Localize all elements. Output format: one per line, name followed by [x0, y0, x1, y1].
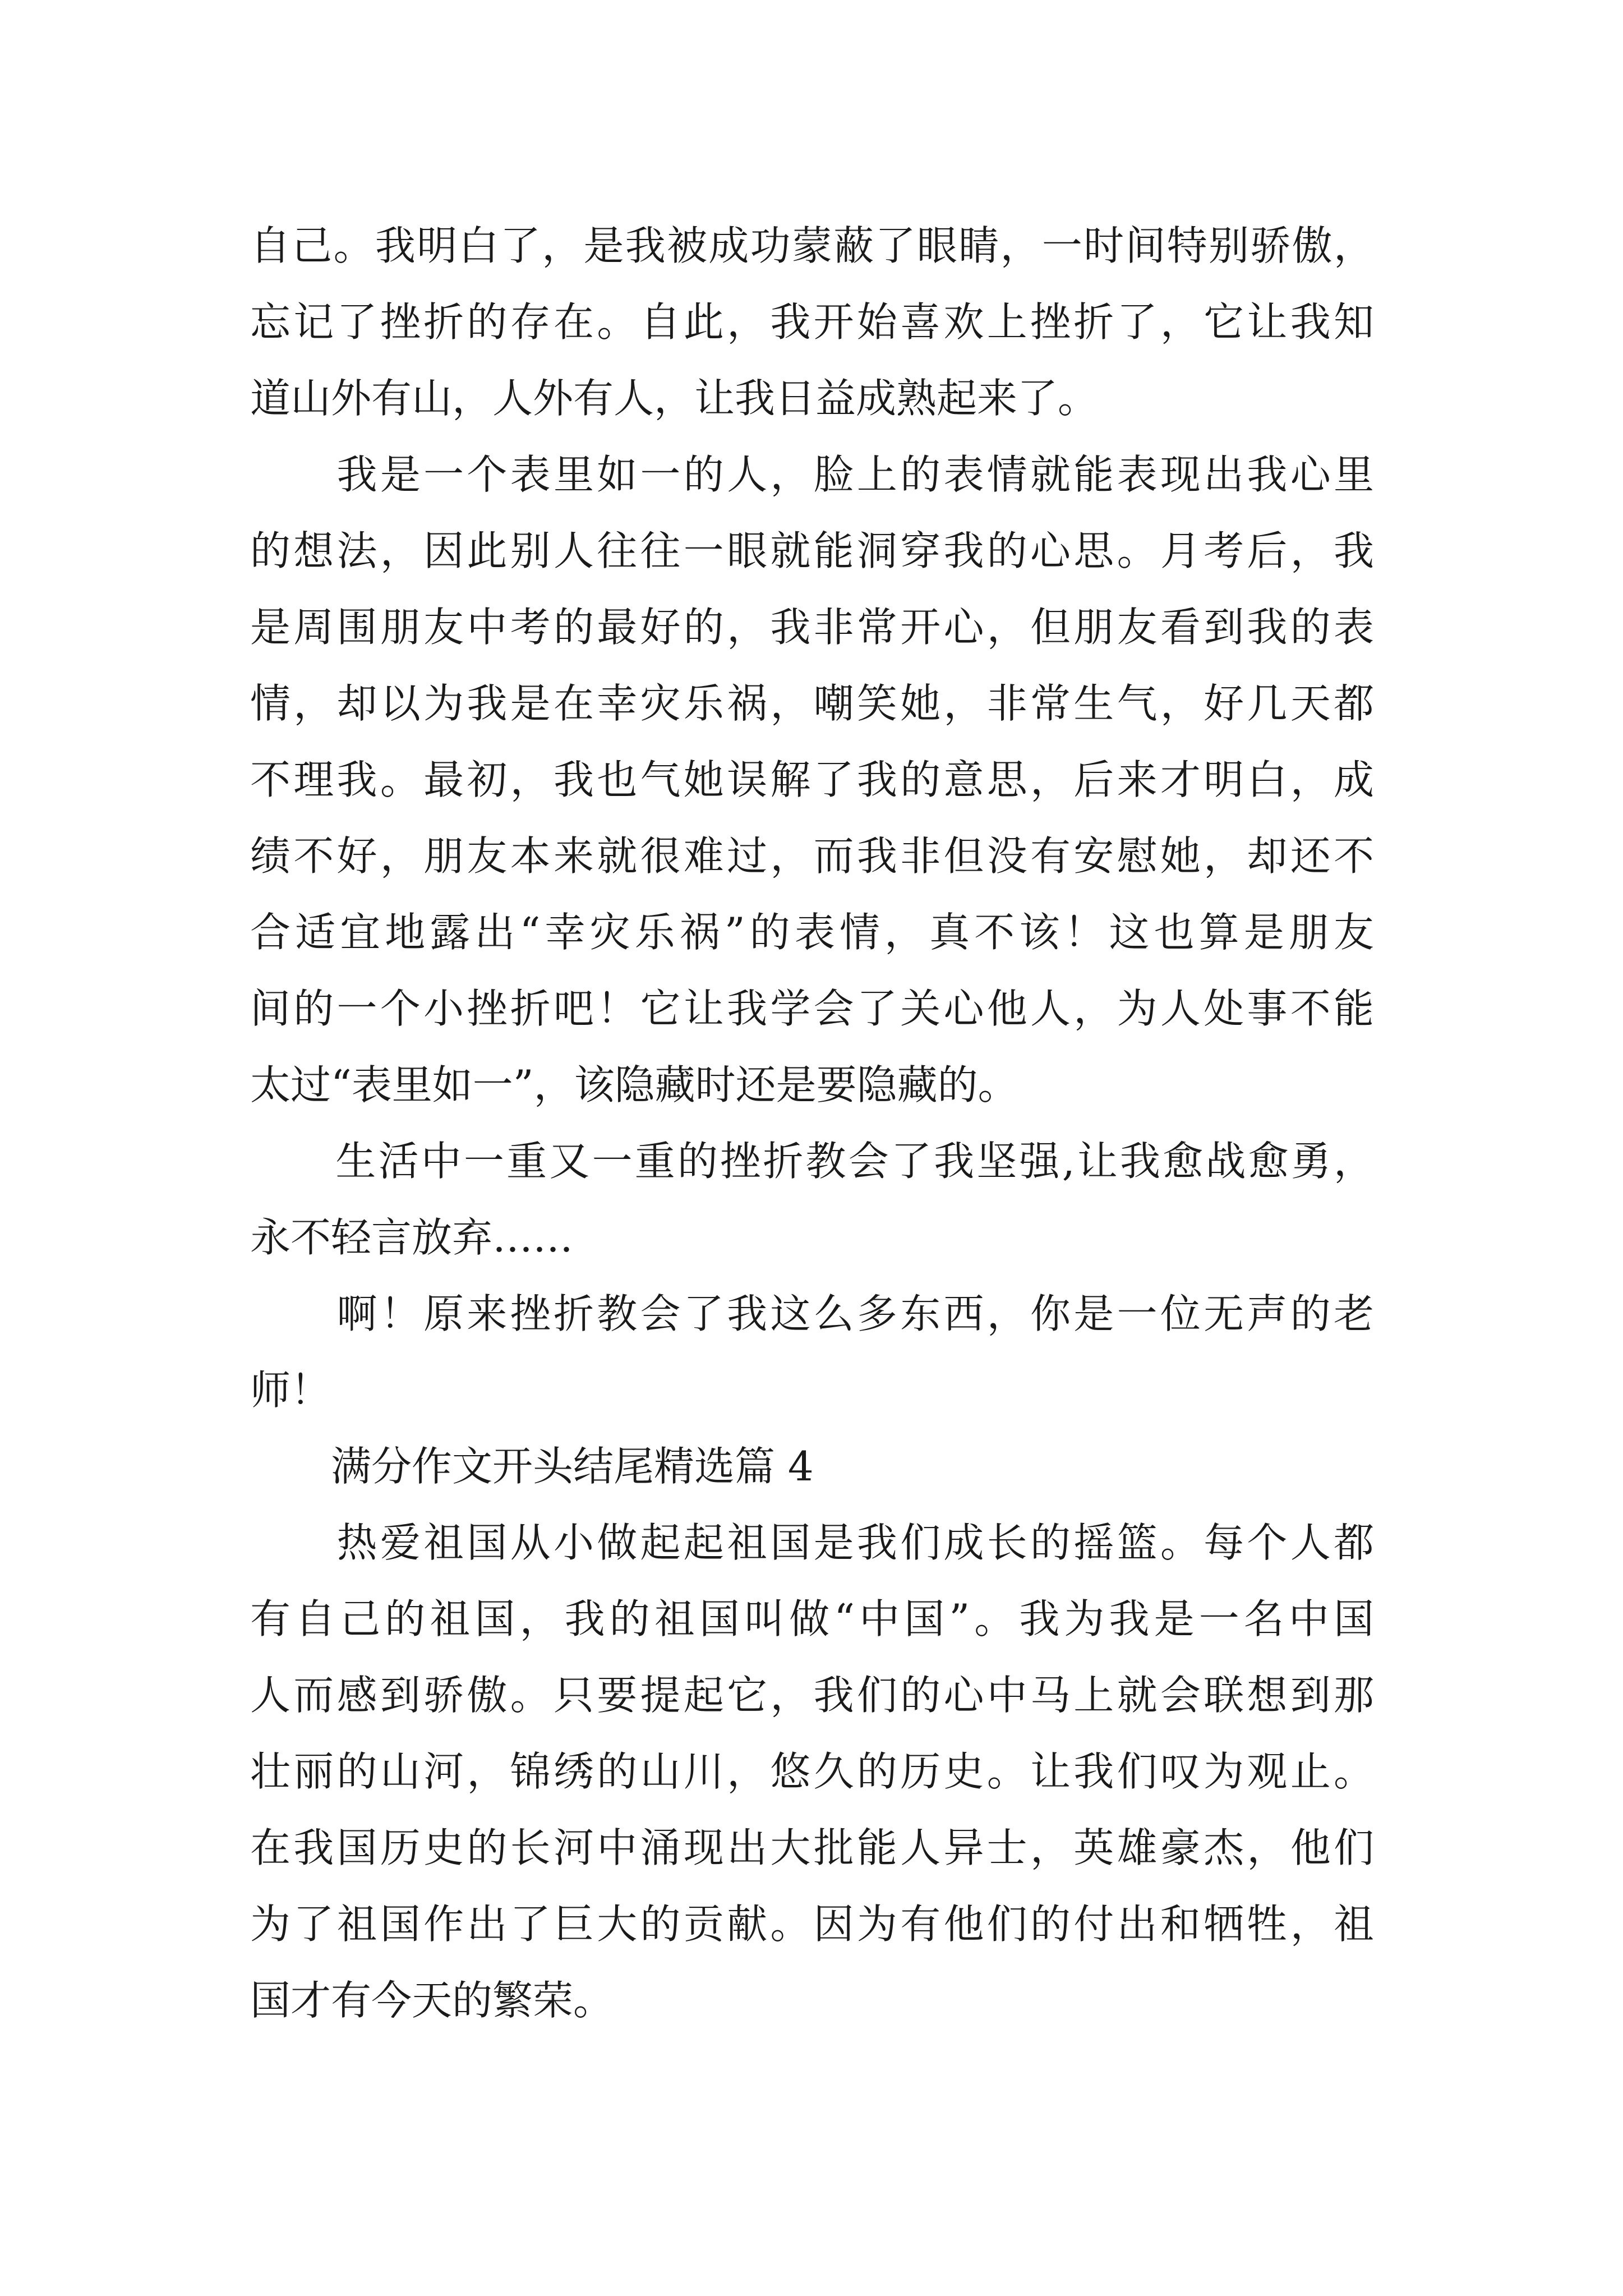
text-line: 是周围朋友中考的最好的，我非常开心，但朋友看到我的表: [250, 604, 1374, 651]
text-line: 间的一个小挫折吧！它让我学会了关心他人，为人处事不能: [250, 985, 1374, 1032]
text-line: 不理我。最初，我也气她误解了我的意思，后来才明白，成: [250, 756, 1374, 803]
text-line: 为了祖国作出了巨大的贡献。因为有他们的付出和牺牲，祖: [250, 1901, 1374, 1948]
text-line: 人而感到骄傲。只要提起它，我们的心中马上就会联想到那: [250, 1672, 1374, 1719]
text-line: 国才有今天的繁荣。: [250, 1977, 614, 2024]
text-line: 情，却以为我是在幸灾乐祸，嘲笑她，非常生气，好几天都: [250, 680, 1374, 727]
text-line: 有自己的祖国，我的祖国叫做“中国”。我为我是一名中国: [250, 1595, 1374, 1642]
text-line: 热爱祖国从小做起起祖国是我们成长的摇篮。每个人都: [250, 1519, 1374, 1566]
text-line: 啊！原来挫折教会了我这么多东西，你是一位无声的老: [250, 1290, 1374, 1337]
text-line: 我是一个表里如一的人，脸上的表情就能表现出我心里: [250, 451, 1374, 498]
text-line: 生活中一重又一重的挫折教会了我坚强,让我愈战愈勇，: [250, 1138, 1374, 1185]
text-line: 太过“表里如一”，该隐藏时还是要隐藏的。: [250, 1061, 1018, 1108]
text-line: 的想法，因此别人往往一眼就能洞穿我的心思。月考后，我: [250, 527, 1374, 574]
section-heading: 满分作文开头结尾精选篇 4: [250, 1443, 814, 1490]
text-line: 忘记了挫折的存在。自此，我开始喜欢上挫折了，它让我知: [250, 298, 1374, 346]
text-line: 壮丽的山河，锦绣的山川，悠久的历史。让我们叹为观止。: [250, 1748, 1374, 1795]
text-line: 合适宜地露出“幸灾乐祸”的表情，真不该！这也算是朋友: [250, 909, 1374, 956]
text-line: 永不轻言放弃……: [250, 1214, 574, 1261]
text-line: 师！: [250, 1366, 331, 1414]
text-line: 自己。我明白了，是我被成功蒙蔽了眼睛，一时间特别骄傲，: [250, 222, 1374, 269]
text-line: 道山外有山，人外有人，让我日益成熟起来了。: [250, 375, 1099, 422]
text-line: 在我国历史的长河中涌现出大批能人异士，英雄豪杰，他们: [250, 1824, 1374, 1871]
text-line: 绩不好，朋友本来就很难过，而我非但没有安慰她，却还不: [250, 832, 1374, 880]
